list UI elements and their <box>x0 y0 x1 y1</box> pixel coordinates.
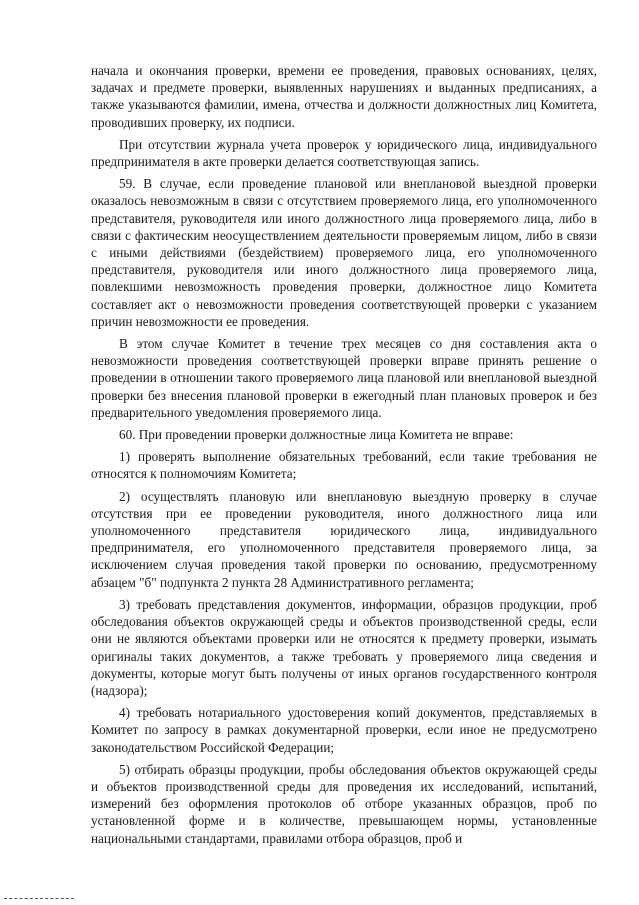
list-item-3: 3) требовать представления документов, информации, образцов продукции, проб обследования объектов окружающей среды и объектов производственной среды, если они не являются объектами проверки или не относятся к предмету проверки, изымать оригиналы таких документов, а также требовать у проверяемого лица сведения и документы, которые могут быть получены от иных органов государственного контроля (надзора); <box>91 596 597 698</box>
paragraph-journal-absence: При отсутствии журнала учета проверок у юридического лица, индивидуального предпринимателя в акте проверки делается соответствующая запись. <box>91 136 597 170</box>
document-body <box>91 62 597 852</box>
list-item-4: 4) требовать нотариального удостоверения копий документов, представляемых в Комитет по запросу в рамках документарной проверки, если иное не предусмотрено законодательством Российской Федерации; <box>91 705 597 755</box>
paragraph-continuation: начала и окончания проверки, времени ее проведения, правовых основаниях, целях, задачах и предмете проверки, выявленных нарушениях и выданных предписаниях, а также указываются фамилии, имена, отчества и должности должностных лиц Комитета, проводивших проверку, их подписи. <box>91 63 597 130</box>
list-item-1: 1) проверять выполнение обязательных требований, если такие требования не относятся к полномочиям Комитета; <box>91 449 597 482</box>
list-item-2: 2) осуществлять плановую или внеплановую выездную проверку в случае отсутствия при ее проведении руководителя, иного должностного лица или уполномоченного представителя юридического лица, индивидуального предпринимателя, его уполномоченного представителя проверяемого лица, за исключением случая проведения такой проверки по основанию, предусмотренному абзацем "б" подпункта 2 пункта 28 Административного регламента; <box>91 488 597 590</box>
footer-divider <box>4 898 74 900</box>
paragraph-60-intro: 60. При проведении проверки должностные лица Комитета не вправе: <box>119 427 514 443</box>
list-item-5: 5) отбирать образцы продукции, пробы обследования объектов окружающей среды и объектов производственной среды для проведения их исследований, испытаний, измерений без оформления протоколов об отборе указанных образцов, проб по установленной форме и в количестве, превышающем нормы, установленные национальными стандартами, правилами отбора образцов, проб и <box>91 761 597 846</box>
paragraph-59: 59. В случае, если проведение плановой или внеплановой выездной проверки оказалось невозможным в связи с отсутствием проверяемого лица, его уполномоченного представителя, руководителя или иного должностного лица проверяемого лица, либо в связи с фактическим неосуществлением деятельности проверяемым лицом, либо в связи с иными действиями (бездействием) проверяемого лица, его уполномоченного представителя, руководителя или иного должностного лица проверяемого лица, повлекшими невозможность проведения проверки, должностное лицо Комитета составляет акт о невозможности проведения соответствующей проверки с указанием причин невозможности ее проведения. <box>91 176 597 329</box>
paragraph-59-reschedule: В этом случае Комитет в течение трех месяцев со дня составления акта о невозможности проведения соответствующей проверки вправе принять решение о проведении в отношении такого проверяемого лица плановой или внеплановой выездной проверки без внесения плановой проверки в ежегодный план плановых проверок и без предварительного уведомления проверяемого лица. <box>91 336 597 420</box>
